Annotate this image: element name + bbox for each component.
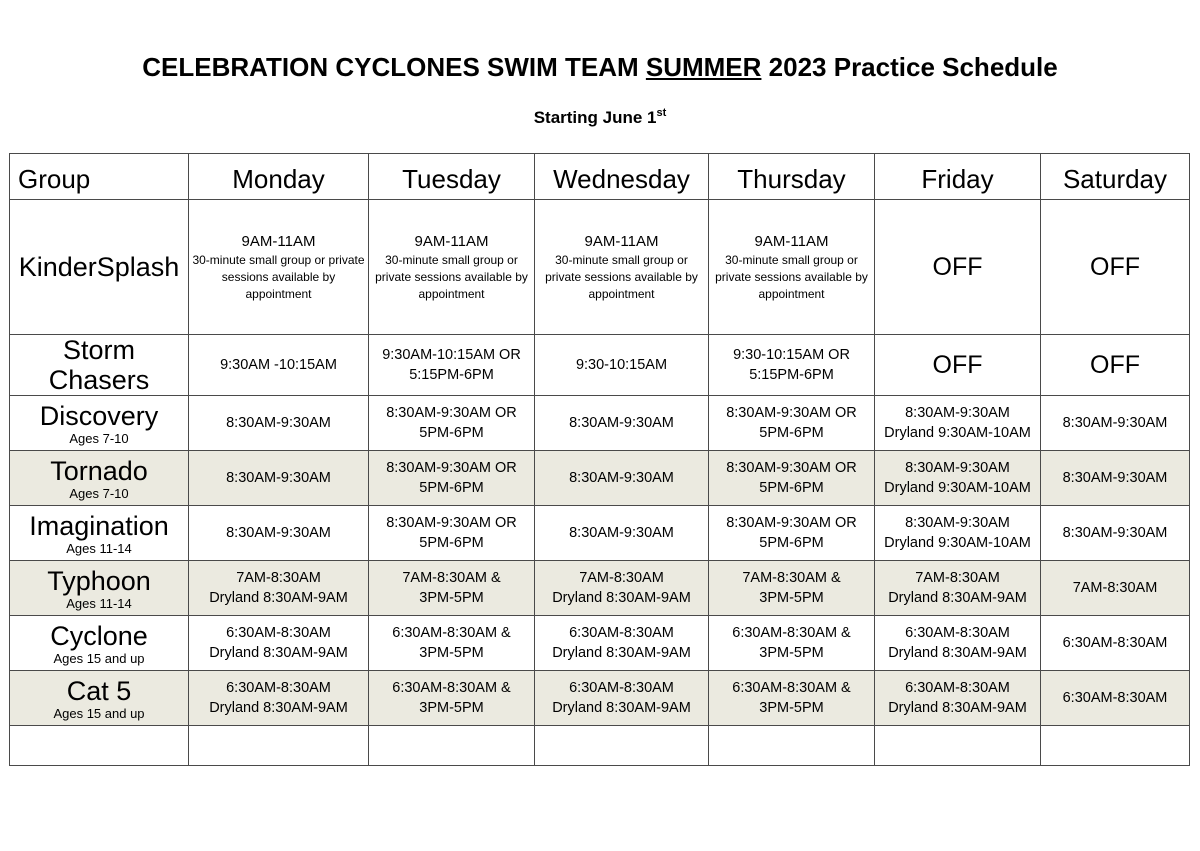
schedule-cell-saturday [1041,396,1190,451]
practice-schedule-table [9,153,1190,766]
group-cell [10,671,189,726]
practice-time-extra: Dryland 8:30AM-9AM [552,590,691,606]
schedule-cell-monday [189,616,369,671]
practice-time-extra: 5PM-6PM [759,480,824,496]
practice-time: 7AM-8:30AM [1072,580,1158,596]
practice-time: 8:30AM-9:30AM [905,405,1010,421]
schedule-cell-tuesday [369,616,535,671]
schedule-cell-friday [875,451,1041,506]
group-cell [10,506,189,561]
page-title [0,52,1200,83]
schedule-cell-monday [189,506,369,561]
table-row [10,671,1190,726]
practice-time: 9AM-11AM [414,232,489,250]
table-row [10,561,1190,616]
practice-time: 8:30AM-9:30AM OR [726,515,857,531]
header-thursday: Thursday [709,154,875,200]
table-row [10,506,1190,561]
practice-time: 7AM-8:30AM [915,570,1000,586]
practice-time: 8:30AM-9:30AM OR [726,405,857,421]
session-note: 30-minute small group or private sessions available by appointment [545,252,698,301]
schedule-cell-friday [875,396,1041,451]
header-tuesday: Tuesday [369,154,535,200]
schedule-cell-thursday [709,451,875,506]
empty-cell [10,726,189,766]
group-cell [10,396,189,451]
practice-time-extra: Dryland 8:30AM-9AM [552,700,691,716]
schedule-cell-thursday [709,671,875,726]
schedule-cell-friday [875,200,1041,335]
schedule-cell-friday [875,335,1041,396]
group-name: Imagination [29,510,169,541]
title-season: SUMMER [645,52,762,82]
header-row [10,154,1190,200]
schedule-cell-monday [189,671,369,726]
practice-time-extra: 3PM-5PM [419,645,484,661]
practice-time: 6:30AM-8:30AM & [732,680,851,696]
practice-time: 6:30AM-8:30AM [226,625,331,641]
practice-time: 9AM-11AM [754,232,829,250]
schedule-cell-thursday [709,200,875,335]
empty-row [10,726,1190,766]
header-monday: Monday [189,154,369,200]
group-cell [10,616,189,671]
practice-time: 9AM-11AM [584,232,659,250]
session-note: 30-minute small group or private sessions available by appointment [715,252,868,301]
practice-time-extra: Dryland 8:30AM-9AM [209,590,348,606]
header-wednesday: Wednesday [535,154,709,200]
practice-time-extra: 3PM-5PM [759,700,824,716]
schedule-cell-monday [189,451,369,506]
schedule-cell-friday [875,506,1041,561]
practice-time-extra: 5PM-6PM [759,535,824,551]
practice-time: 8:30AM-9:30AM OR [726,460,857,476]
practice-time: 8:30AM-9:30AM [1062,415,1168,431]
empty-cell [709,726,875,766]
start-date-suffix: st [656,107,667,119]
schedule-cell-thursday [709,396,875,451]
schedule-cell-thursday [709,335,875,396]
schedule-cell-wednesday [535,506,709,561]
practice-time-extra: 5:15PM-6PM [409,367,494,383]
header-saturday: Saturday [1041,154,1190,200]
practice-time: 9:30AM-10:15AM OR [382,347,521,363]
table-row [10,335,1190,396]
schedule-cell-wednesday [535,616,709,671]
practice-time-extra: Dryland 9:30AM-10AM [884,480,1031,496]
practice-time: 9:30-10:15AM OR [733,347,850,363]
practice-time: 6:30AM-8:30AM [569,680,674,696]
practice-time: 8:30AM-9:30AM [226,470,331,486]
schedule-cell-wednesday [535,396,709,451]
empty-cell [875,726,1041,766]
empty-cell [369,726,535,766]
schedule-cell-saturday [1041,200,1190,335]
practice-time-extra: Dryland 9:30AM-10AM [884,535,1031,551]
practice-time-extra: Dryland 8:30AM-9AM [209,700,348,716]
group-cell [10,561,189,616]
practice-time: 6:30AM-8:30AM [1062,690,1168,706]
group-ages: Ages 15 and up [53,705,145,721]
practice-time: 9AM-11AM [241,232,316,250]
practice-time: 6:30AM-8:30AM & [732,625,851,641]
schedule-cell-thursday [709,561,875,616]
schedule-cell-saturday [1041,451,1190,506]
practice-time: 7AM-8:30AM & [742,570,841,586]
practice-time: 6:30AM-8:30AM [905,625,1010,641]
session-note: 30-minute small group or private sessions available by appointment [192,252,365,301]
practice-time-extra: Dryland 8:30AM-9AM [888,700,1027,716]
practice-time: 6:30AM-8:30AM & [392,680,511,696]
schedule-cell-tuesday [369,506,535,561]
practice-time: 9:30-10:15AM [575,357,668,373]
practice-time: 8:30AM-9:30AM OR [386,460,517,476]
practice-time-extra: Dryland 8:30AM-9AM [888,645,1027,661]
off-label: OFF [1090,351,1140,379]
schedule-cell-wednesday [535,451,709,506]
practice-time-extra: 3PM-5PM [419,700,484,716]
group-name: Cat 5 [66,675,132,706]
practice-time-extra: Dryland 8:30AM-9AM [888,590,1027,606]
group-name: Typhoon [47,565,151,596]
group-ages: Ages 7-10 [69,430,129,446]
group-name: Discovery [39,400,159,431]
group-cell [10,335,189,396]
practice-time: 8:30AM-9:30AM OR [386,515,517,531]
table-row [10,200,1190,335]
group-ages: Ages 7-10 [69,485,129,501]
header-group: Group [10,154,189,200]
group-name: Storm Chasers [48,335,150,395]
schedule-cell-saturday [1041,561,1190,616]
start-date-text: Starting June 1 [533,108,657,127]
practice-time: 8:30AM-9:30AM [569,415,674,431]
group-name: KinderSplash [18,252,180,282]
practice-time-extra: 5PM-6PM [759,425,824,441]
schedule-cell-saturday [1041,506,1190,561]
practice-time-extra: 3PM-5PM [419,590,484,606]
schedule-cell-monday [189,396,369,451]
off-label: OFF [932,351,983,379]
schedule-cell-wednesday [535,335,709,396]
group-cell [10,451,189,506]
schedule-cell-tuesday [369,671,535,726]
schedule-cell-wednesday [535,561,709,616]
schedule-cell-thursday [709,506,875,561]
schedule-cell-friday [875,561,1041,616]
practice-time: 8:30AM-9:30AM OR [386,405,517,421]
session-note: 30-minute small group or private sessions available by appointment [375,252,528,301]
empty-cell [189,726,369,766]
group-ages: Ages 11-14 [66,540,132,556]
practice-time: 8:30AM-9:30AM [905,515,1010,531]
schedule-cell-tuesday [369,396,535,451]
group-name: Tornado [50,455,148,486]
practice-time-extra: Dryland 8:30AM-9AM [209,645,348,661]
practice-time: 6:30AM-8:30AM [569,625,674,641]
group-ages: Ages 11-14 [66,595,132,611]
schedule-cell-tuesday [369,451,535,506]
practice-time: 7AM-8:30AM [236,570,321,586]
practice-time: 7AM-8:30AM [579,570,664,586]
off-label: OFF [932,253,983,281]
practice-time-extra: Dryland 8:30AM-9AM [552,645,691,661]
empty-cell [1041,726,1190,766]
table-row [10,616,1190,671]
practice-time-extra: 3PM-5PM [759,590,824,606]
header-friday: Friday [875,154,1041,200]
practice-time: 6:30AM-8:30AM & [392,625,511,641]
schedule-cell-wednesday [535,200,709,335]
practice-time: 6:30AM-8:30AM [905,680,1010,696]
empty-cell [535,726,709,766]
practice-time: 6:30AM-8:30AM [226,680,331,696]
title-prefix: CELEBRATION CYCLONES SWIM TEAM [142,52,646,82]
practice-time: 8:30AM-9:30AM [226,525,331,541]
title-suffix: 2023 Practice Schedule [761,52,1058,82]
practice-time: 8:30AM-9:30AM [569,470,674,486]
practice-time-extra: 5PM-6PM [419,425,484,441]
practice-time: 7AM-8:30AM & [402,570,501,586]
schedule-cell-monday [189,561,369,616]
schedule-cell-monday [189,200,369,335]
practice-time-extra: 3PM-5PM [759,645,824,661]
group-cell [10,200,189,335]
practice-time-extra: 5PM-6PM [419,535,484,551]
start-date [0,108,1200,128]
practice-time: 9:30AM -10:15AM [220,357,337,373]
schedule-cell-wednesday [535,671,709,726]
off-label: OFF [1090,253,1140,281]
group-ages: Ages 15 and up [53,650,145,666]
practice-time-extra: Dryland 9:30AM-10AM [884,425,1031,441]
group-name: Cyclone [50,620,148,651]
schedule-cell-thursday [709,616,875,671]
practice-time: 8:30AM-9:30AM [569,525,674,541]
practice-time-extra: 5:15PM-6PM [749,367,834,383]
schedule-cell-monday [189,335,369,396]
table-row [10,396,1190,451]
table-row [10,451,1190,506]
schedule-cell-tuesday [369,200,535,335]
schedule-cell-saturday [1041,335,1190,396]
schedule-cell-saturday [1041,671,1190,726]
schedule-cell-saturday [1041,616,1190,671]
practice-time: 8:30AM-9:30AM [1062,470,1168,486]
schedule-cell-tuesday [369,335,535,396]
practice-time: 8:30AM-9:30AM [226,415,331,431]
practice-time: 6:30AM-8:30AM [1062,635,1168,651]
schedule-cell-friday [875,671,1041,726]
schedule-cell-friday [875,616,1041,671]
practice-time: 8:30AM-9:30AM [905,460,1010,476]
practice-time-extra: 5PM-6PM [419,480,484,496]
practice-time: 8:30AM-9:30AM [1062,525,1168,541]
schedule-cell-tuesday [369,561,535,616]
